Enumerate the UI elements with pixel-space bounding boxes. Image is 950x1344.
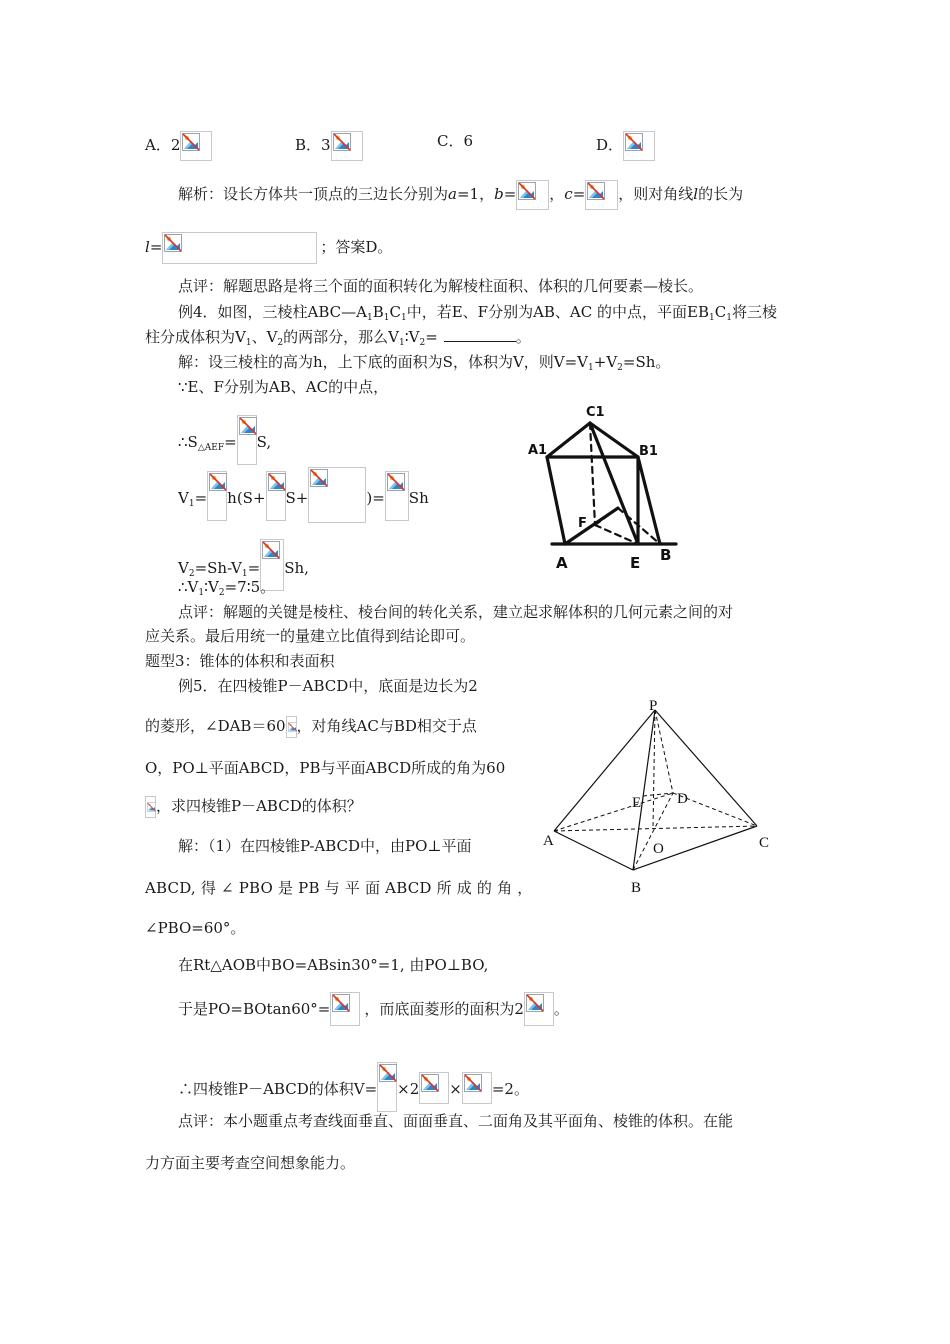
formula-image	[237, 415, 257, 465]
t: 2	[188, 569, 195, 579]
edge-pc	[655, 710, 757, 826]
broken-image-icon	[379, 1064, 397, 1082]
option-d-text: D．	[596, 136, 624, 154]
option-b	[295, 131, 363, 161]
label-a: A	[556, 554, 568, 572]
t: 的菱形，∠DAB＝60	[145, 717, 286, 735]
t: 柱分成体积为V	[145, 328, 246, 346]
t: h(S+	[227, 489, 266, 507]
t: 1	[399, 338, 405, 348]
broken-image-icon	[518, 182, 536, 200]
l-eq: =	[149, 238, 163, 256]
t: Sh,	[284, 559, 309, 577]
t: B	[372, 303, 384, 321]
edge-ef-a	[565, 508, 618, 544]
var-l: l	[145, 238, 150, 256]
edge-bc	[633, 826, 757, 870]
broken-image-icon	[164, 234, 182, 252]
broken-image-icon	[625, 133, 643, 151]
formula-image	[419, 1072, 449, 1104]
ex4-solution	[178, 352, 670, 372]
t: =	[247, 559, 261, 577]
answer-text: ；答案D。	[320, 238, 393, 256]
b-eq: =	[503, 185, 517, 203]
label-a1: A1	[528, 443, 548, 458]
formula-image	[524, 992, 554, 1026]
ex5-sol-2: ABCD, 得 ∠ PBO 是 PB 与 平 面 ABCD 所 成 的 角 ，	[145, 879, 533, 897]
t: 的两部分，那么V	[283, 328, 399, 346]
t: ，求四棱锥P－ABCD的体积？	[156, 797, 362, 815]
ex4-line2	[145, 327, 531, 347]
label-b: B	[660, 546, 672, 564]
formula-image	[266, 471, 286, 521]
edge-po-hidden	[653, 710, 655, 828]
option-b-text: B．3	[295, 136, 331, 154]
analysis-line	[178, 180, 743, 210]
var-l: l	[693, 185, 699, 203]
broken-image-icon	[421, 1074, 439, 1092]
t: 1	[367, 313, 373, 323]
t: ∶V	[404, 328, 420, 346]
edge-ad-hidden	[554, 793, 673, 831]
broken-image-icon	[332, 994, 350, 1012]
t: =Sh-V	[194, 559, 242, 577]
t: V	[178, 489, 189, 507]
t: ∴V	[178, 578, 199, 596]
ex5-comment-1: 点评：本小题重点考查线面垂直、面面垂直、二面角及其平面角、棱锥的体积。在能	[178, 1112, 734, 1130]
formula-image	[585, 180, 618, 210]
ex5-line2	[145, 716, 477, 738]
t: 1	[198, 588, 205, 598]
label-f: F	[578, 516, 587, 531]
t: =Sh。	[622, 353, 671, 371]
formula-image	[377, 1062, 397, 1112]
ex5-sol-5	[178, 992, 569, 1026]
edge-ab	[554, 831, 633, 870]
t: S,	[256, 433, 272, 451]
edge-ac-hidden	[554, 826, 757, 831]
edge-pa	[554, 710, 655, 831]
t: ∶V	[204, 578, 219, 596]
t: 中，若E、F分别为AB、AC 的中点，平面EB	[406, 303, 709, 321]
t: 。	[553, 1000, 569, 1018]
broken-image-icon	[209, 473, 227, 491]
edge-pb	[633, 710, 655, 870]
t: ×2	[397, 1080, 420, 1098]
t: =	[194, 489, 208, 507]
t: ∴四棱锥P－ABCD的体积V=	[178, 1080, 378, 1098]
t: ，对角线AC与BD相交于点	[296, 717, 477, 735]
label-b: B	[631, 880, 642, 896]
t: 2	[419, 338, 426, 348]
ex4-ratio	[178, 577, 275, 597]
t: △AEF	[197, 443, 225, 453]
formula-image	[207, 471, 227, 521]
t: 1	[588, 363, 594, 373]
prism-figure	[520, 400, 695, 575]
label-a: A	[543, 833, 554, 849]
t: 例4．如图，三棱柱ABC—A	[178, 303, 367, 321]
a-eq: =1，	[456, 185, 495, 203]
t: =2。	[491, 1080, 529, 1098]
t: 2	[617, 363, 623, 373]
t: ，而底面菱形的面积为2	[364, 1000, 524, 1018]
c-eq: =	[572, 185, 586, 203]
t: 1	[383, 313, 390, 323]
t: =	[425, 328, 438, 346]
label-c1: C1	[586, 405, 605, 420]
ex4-v1	[178, 467, 429, 523]
formula-image	[162, 232, 317, 264]
analysis-tail: ，则对角线	[618, 185, 694, 203]
edge-aa1	[547, 457, 565, 544]
label-o: O	[653, 841, 664, 857]
var-b: b	[494, 185, 504, 203]
edge-a1c1	[547, 423, 590, 457]
label-b1: B1	[639, 444, 658, 459]
broken-image-icon	[239, 417, 257, 435]
formula-image	[286, 716, 297, 738]
broken-image-icon	[147, 798, 156, 816]
t: C	[389, 303, 401, 321]
broken-image-icon	[387, 473, 405, 491]
formula-image	[385, 471, 409, 521]
broken-image-icon	[268, 473, 286, 491]
broken-image-icon	[333, 133, 351, 151]
ex5-line4	[145, 796, 362, 818]
type3-heading: 题型3：锥体的体积和表面积	[145, 652, 335, 670]
t: 、V	[251, 328, 278, 346]
analysis-tail2: 的长为	[698, 185, 744, 203]
t: ×	[449, 1080, 462, 1098]
formula-image	[330, 992, 360, 1026]
broken-image-icon	[526, 994, 544, 1012]
edge-pd-hidden	[655, 710, 673, 793]
l-formula-line	[145, 232, 392, 264]
broken-image-icon	[288, 718, 297, 736]
t: 将三棱	[731, 303, 777, 321]
ex5-line3: O，PO⊥平面ABCD，PB与平面ABCD所成的角为60	[145, 759, 506, 777]
edge-bb1	[638, 457, 660, 544]
broken-image-icon	[587, 182, 605, 200]
label-e: E	[630, 554, 641, 572]
t: S+	[285, 489, 309, 507]
edge-c1c-hidden	[590, 423, 595, 525]
t: 1	[245, 338, 252, 348]
answer-blank	[444, 327, 516, 342]
t: 1	[241, 569, 248, 579]
formula-image	[516, 180, 549, 210]
var-a: a	[448, 185, 457, 203]
t: 2	[218, 588, 225, 598]
sep: ，	[549, 185, 565, 203]
ex5-comment-2: 力方面主要考查空间想象能力。	[145, 1154, 356, 1172]
formula-image	[308, 467, 366, 523]
ex5-line1: 例5．在四棱锥P－ABCD中，底面是边长为2	[178, 677, 478, 695]
ex4-comment-1: 点评：解题的关键是棱柱、棱台间的转化关系，建立起求解体积的几何元素之间的对	[178, 603, 734, 621]
label-e: E	[632, 795, 642, 811]
t: 。	[515, 328, 531, 346]
t: 1	[188, 499, 195, 509]
ex5-sol-4: 在Rt△AOB中BO=ABsin30°=1, 由PO⊥BO,	[178, 956, 489, 974]
broken-image-icon	[464, 1074, 482, 1092]
t: +V	[593, 353, 618, 371]
comment-1: 点评：解题思路是将三个面的面积转化为解棱柱面积、体积的几何要素—棱长。	[178, 277, 704, 295]
option-a	[145, 131, 212, 161]
option-c-text: C．6	[437, 132, 474, 150]
formula-image	[331, 131, 363, 161]
ex5-sol-1: 解：（1）在四棱锥P-ABCD中，由PO⊥平面	[178, 837, 472, 855]
broken-image-icon	[262, 541, 280, 559]
ex4-comment-2: 应关系。最后用统一的量建立比值得到结论即可。	[145, 627, 476, 645]
label-c: C	[759, 835, 770, 851]
var-c: c	[564, 185, 573, 203]
t: C	[714, 303, 727, 321]
formula-image	[623, 131, 655, 161]
formula-image	[145, 796, 156, 818]
ex5-sol-6	[178, 1062, 529, 1112]
t: 1	[400, 313, 407, 323]
t: =7∶5。	[224, 578, 276, 596]
t: 于是PO=BOtan60°=	[178, 1000, 331, 1018]
t: 1	[708, 313, 715, 323]
option-a-text: A．2	[145, 136, 181, 154]
t: V	[178, 559, 189, 577]
formula-image	[180, 131, 212, 161]
label-d: D	[677, 791, 688, 807]
t: 2	[277, 338, 284, 348]
analysis-prefix: 解析：设长方体共一顶点的三边长分别为	[178, 185, 449, 203]
option-c	[437, 131, 473, 151]
broken-image-icon	[310, 469, 328, 487]
t: )=	[366, 489, 385, 507]
ex4-line1	[178, 302, 777, 322]
broken-image-icon	[182, 133, 200, 151]
ex5-sol-3: ∠PBO=60°。	[145, 919, 246, 937]
t: 解：设三棱柱的高为h，上下底的面积为S，体积为V，则V=V	[178, 353, 589, 371]
formula-image	[462, 1072, 492, 1104]
label-p: P	[649, 698, 658, 714]
option-d	[596, 131, 655, 161]
t: Sh	[408, 489, 429, 507]
ex4-because: ∵E、F分别为AB、AC的中点，	[178, 378, 389, 396]
t: =	[224, 433, 237, 451]
pyramid-figure	[535, 698, 780, 898]
t: ∴S	[178, 433, 198, 451]
ex4-area	[178, 415, 271, 465]
edge-fc-hidden	[595, 508, 618, 525]
t: 1	[726, 313, 732, 323]
